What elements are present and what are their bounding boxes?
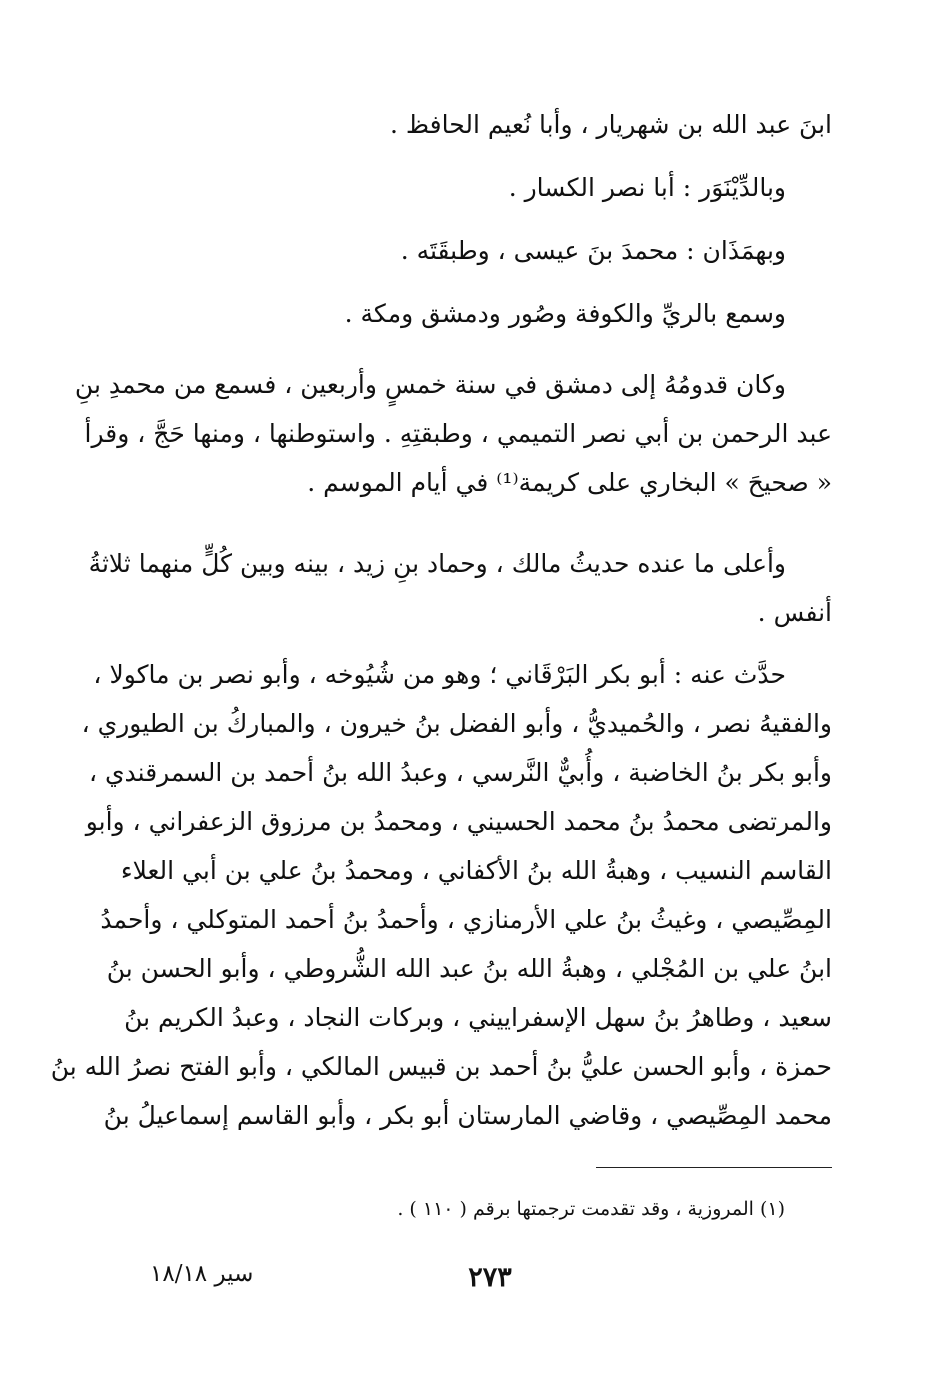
text-line: المِصِّيصي ، وغيثُ بنُ علي الأرمنازي ، وأحمدُ بنُ أحمد المتوكلي ، وأحمدُ <box>100 905 832 934</box>
paragraph-1 <box>160 100 832 149</box>
text-line: حدَّث عنه : أبو بكر البَرْقَاني ؛ وهو من شُيُوخه ، وأبو نصر بن ماكولا ، <box>93 660 786 689</box>
paragraph-7 <box>50 650 832 1140</box>
paragraph-2 <box>160 163 832 212</box>
text-line: والفقيهُ نصر ، والحُميديُّ ، وأبو الفضل بنُ خيرون ، والمباركُ بن الطيوري ، <box>81 709 832 738</box>
footnote-separator <box>596 1167 832 1168</box>
text-line: وسمع بالريِّ والكوفة وصُور ودمشق ومكة . <box>344 299 786 328</box>
text-line: والمرتضى محمدُ بنُ محمد الحسيني ، ومحمدُ بن مرزوق الزعفراني ، وأبو <box>85 807 832 836</box>
paragraph-3 <box>160 226 832 275</box>
text-line: « صحيحَ » البخاري على كريمة⁽¹⁾ في أيام الموسم . <box>307 468 832 497</box>
signature-mark: سير ١٨/١٨ <box>150 1261 254 1287</box>
text-line: وأبو بكر بنُ الخاضبة ، وأُبيٌّ النَّرسي ، وعبدُ الله بنُ أحمد بن السمرقندي ، <box>88 758 832 787</box>
text-line: أنفس . <box>757 598 832 627</box>
text-line: وبالدِّيْنَوَر : أبا نصر الكسار . <box>508 173 786 202</box>
text-line: محمد المِصِّيصي ، وقاضي المارستان أبو بكر ، وأبو القاسم إسماعيلُ بنُ <box>103 1101 832 1130</box>
footnote: (١) المروزية ، وقد تقدمت ترجمتها برقم ( ١١٠ ) . <box>397 1198 785 1220</box>
text-line: القاسم النسيب ، وهبةُ الله بنُ الأكفاني ، ومحمدُ بنُ علي بن أبي العلاء <box>120 856 832 885</box>
text-line: ابنَ عبد الله بن شهريار ، وأبا نُعيم الحافظ . <box>390 110 832 139</box>
text-line: وأعلى ما عنده حديثُ مالك ، وحماد بنِ زيد ، بينه وبين كُلٍّ منهما ثلاثةُ <box>88 549 786 578</box>
paragraph-6 <box>88 539 832 637</box>
text-line: وكان قدومُهُ إلى دمشق في سنة خمسٍ وأربعين ، فسمع من محمدِ بنِ <box>74 370 786 399</box>
text-line: ابنُ علي بن المُجْلي ، وهبةُ الله بنُ عبد الله الشُّروطي ، وأبو الحسن بنُ <box>106 954 832 983</box>
text-line: عبد الرحمن بن أبي نصر التميمي ، وطبقتِهِ . واستوطنها ، ومنها حَجَّ ، وقرأ <box>84 419 832 448</box>
paragraph-4 <box>160 289 832 338</box>
text-line: سعيد ، وطاهرُ بنُ سهل الإسفراييني ، وبركات النجاد ، وعبدُ الكريم بنُ <box>124 1003 832 1032</box>
text-line: حمزة ، وأبو الحسن عليُّ بنُ أحمد بن قبيس المالكي ، وأبو الفتح نصرُ الله بنُ <box>50 1052 832 1081</box>
paragraph-5 <box>74 360 832 507</box>
page-number: ٢٧٣ <box>468 1262 512 1293</box>
text-line: وبهمَذَان : محمدَ بنَ عيسى ، وطبقَتَه . <box>400 236 786 265</box>
